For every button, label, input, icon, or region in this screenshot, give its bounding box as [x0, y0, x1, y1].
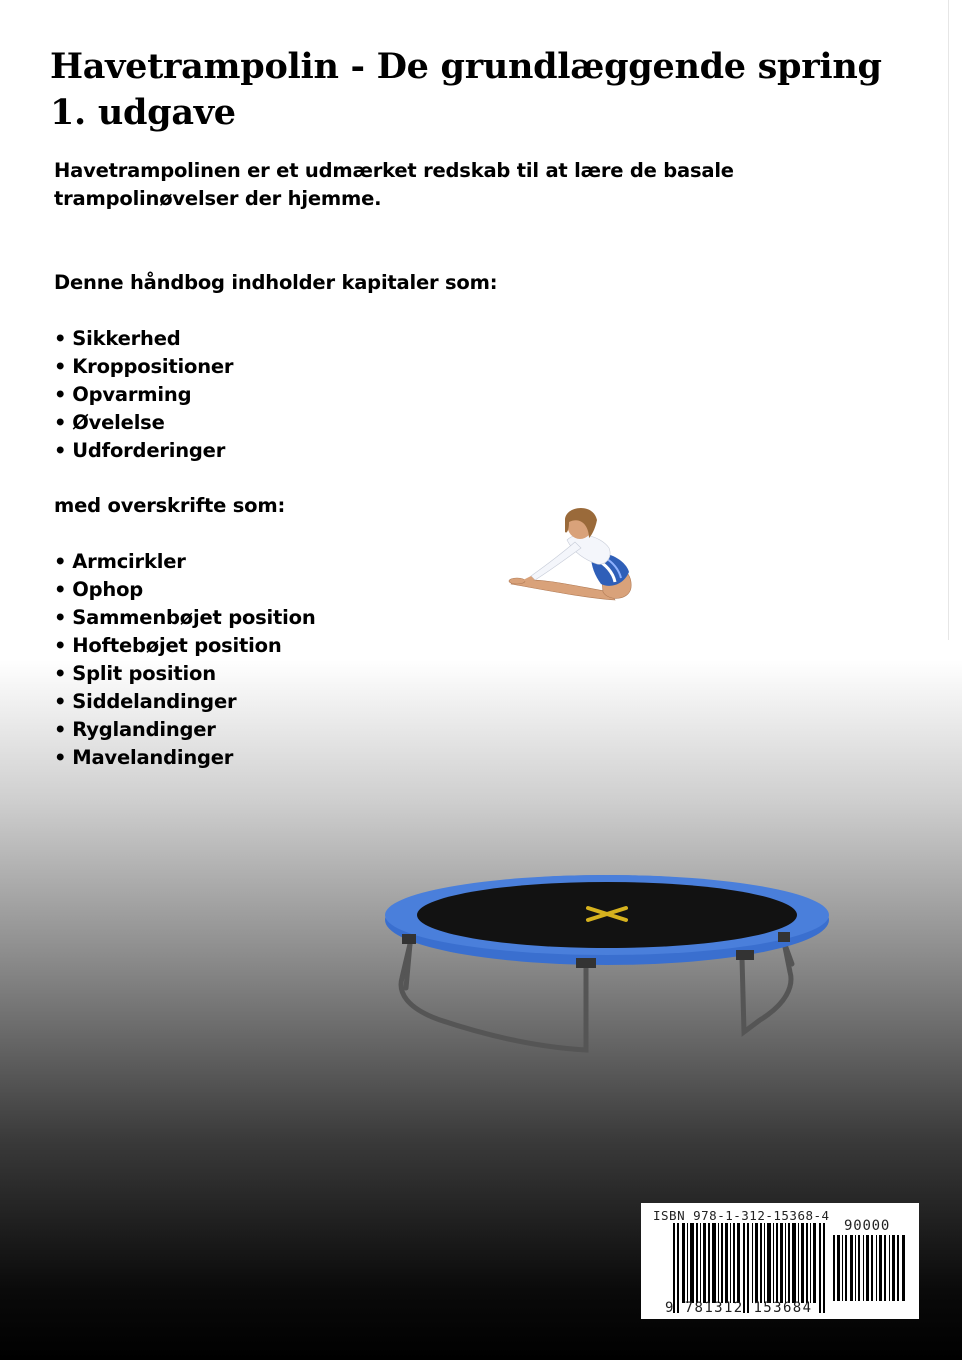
list-item: • Hoftebøjet position [54, 632, 316, 660]
list-item: • Opvarming [54, 381, 233, 409]
list-item: • Ryglandinger [54, 716, 316, 744]
chapters-list [54, 325, 233, 465]
intro-line-1: Havetrampolinen er et udmærket redskab til at lære de basale [54, 159, 734, 182]
intro-line-2: trampolinøvelser der hjemme. [54, 187, 382, 210]
list-item: • Split position [54, 660, 316, 688]
title-line-1: Havetrampolin - De grundlæggende spring [50, 46, 882, 87]
page-edge-line [948, 0, 949, 640]
list-item: • Øvelelse [54, 409, 233, 437]
barcode-bars-addon [833, 1235, 905, 1301]
title-line-2: 1. udgave [50, 92, 236, 133]
list-item: • Udforderinger [54, 437, 233, 465]
chapters-heading: Denne håndbog indholder kapitaler som: [54, 271, 498, 294]
gymnast-illustration [505, 500, 655, 610]
isbn-text: ISBN 978-1-312-15368-4 [653, 1208, 830, 1223]
page-title [50, 44, 882, 136]
list-item: • Armcirkler [54, 548, 316, 576]
list-item: • Kroppositioner [54, 353, 233, 381]
list-item: • Mavelandinger [54, 744, 316, 772]
intro-paragraph [54, 157, 754, 213]
list-item: • Siddelandinger [54, 688, 316, 716]
barcode-addon-text: 90000 [844, 1218, 891, 1234]
list-item: • Sammenbøjet position [54, 604, 316, 632]
sections-heading: med overskrifte som: [54, 494, 286, 517]
trampoline-illustration [380, 868, 835, 1060]
list-item: • Ophop [54, 576, 316, 604]
list-item: • Sikkerhed [54, 325, 233, 353]
sections-list [54, 548, 316, 772]
barcode-digits: 9 781312 153684 [665, 1300, 813, 1316]
isbn-barcode [641, 1203, 919, 1319]
